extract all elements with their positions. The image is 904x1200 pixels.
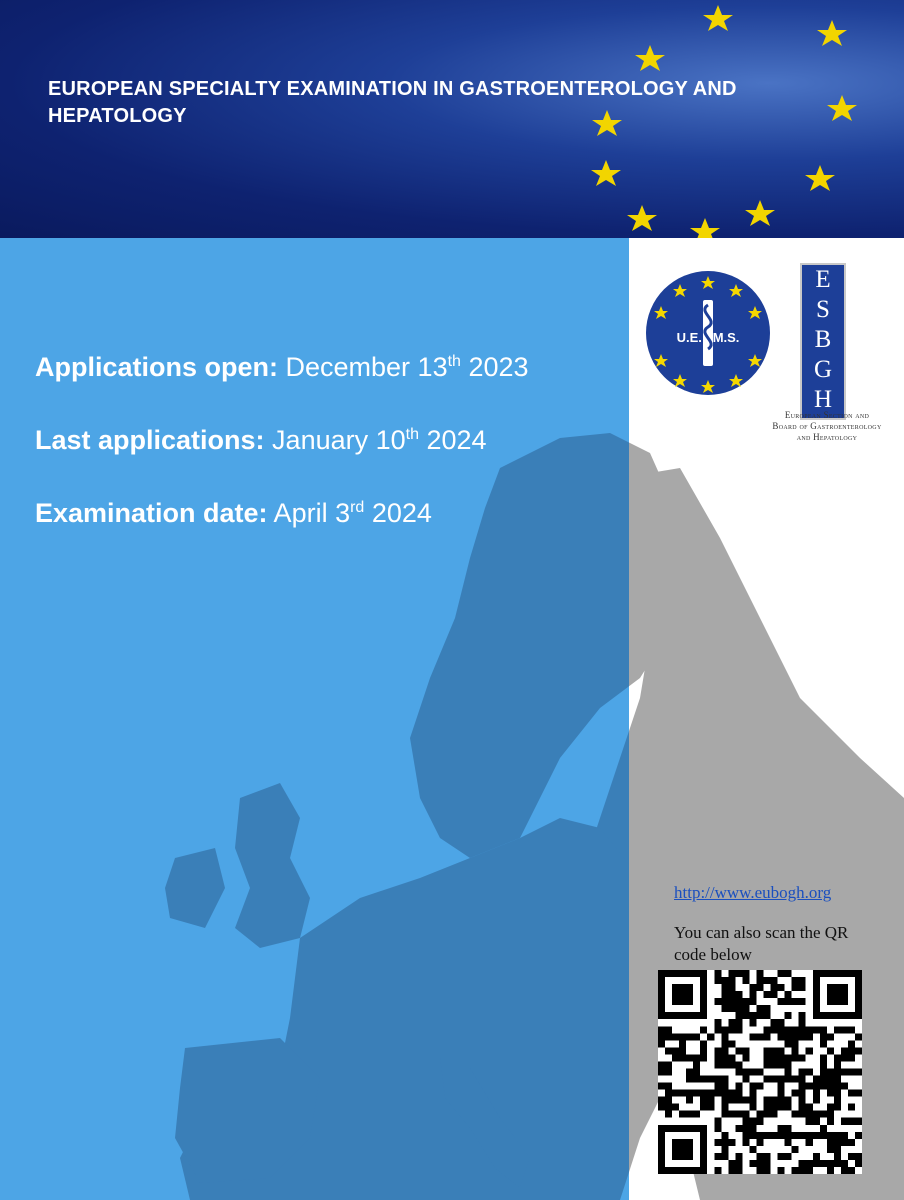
eu-star-icon	[817, 20, 847, 46]
applications-open-date: December 13	[278, 352, 448, 382]
eu-star-icon	[827, 95, 857, 121]
esbgh-letter: E	[815, 266, 831, 293]
eu-star-icon	[745, 200, 775, 226]
last-applications-label: Last applications:	[35, 425, 265, 455]
date-suffix: th	[405, 426, 419, 443]
scan-instruction: You can also scan the QR code below	[674, 923, 849, 964]
date-suffix: th	[447, 353, 461, 370]
esbgh-caption: European Section and Board of Gastroenterology and Hepatology	[772, 410, 882, 442]
applications-open-year: 2023	[460, 352, 529, 382]
esbgh-letter: H	[813, 386, 833, 413]
last-applications-line	[35, 425, 487, 456]
esbgh-letter: G	[813, 356, 833, 383]
esbgh-letter: S	[816, 296, 830, 323]
examination-date-label: Examination date:	[35, 498, 268, 528]
examination-date-line	[35, 498, 432, 529]
esbgh-logo	[800, 263, 846, 420]
eu-star-icon	[591, 160, 621, 186]
header-banner	[0, 0, 904, 238]
applications-open-line	[35, 352, 529, 383]
eu-star-icon	[627, 205, 657, 231]
date-suffix: rd	[350, 499, 365, 516]
qr-code[interactable]	[658, 970, 862, 1174]
applications-open-label: Applications open:	[35, 352, 278, 382]
esbgh-letter: B	[814, 326, 832, 353]
uems-logo-text: U.E. M.S.	[676, 330, 740, 345]
eu-star-icon	[703, 5, 733, 31]
uems-logo	[645, 270, 771, 396]
examination-date-value: April 3	[267, 498, 351, 528]
eu-star-icon	[805, 165, 835, 191]
eu-star-icon	[690, 218, 720, 238]
page-title: EUROPEAN SPECIALTY EXAMINATION IN GASTROENTEROLOGY AND HEPATOLOGY	[48, 78, 737, 127]
last-applications-date: January 10	[264, 425, 406, 455]
website-link[interactable]: http://www.eubogh.org	[674, 883, 832, 902]
last-applications-year: 2024	[418, 425, 487, 455]
examination-date-year: 2024	[364, 498, 432, 528]
eu-star-icon	[635, 45, 665, 71]
